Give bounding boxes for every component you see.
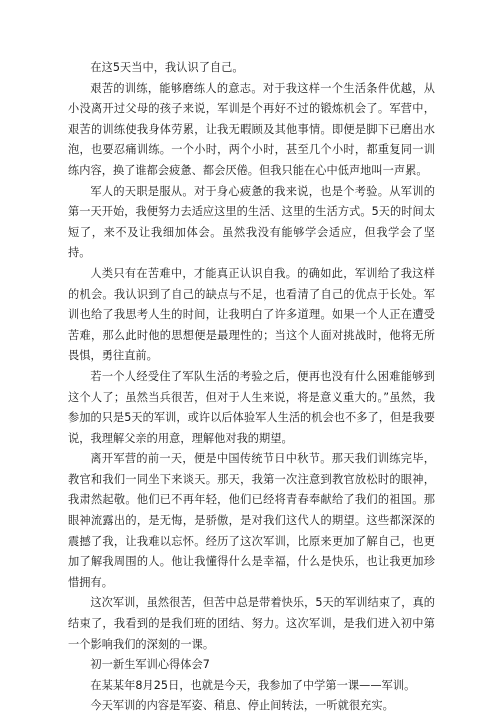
paragraph: 今天军训的内容是军姿、稍息、停止间转法，一听就很充实。 xyxy=(90,699,394,713)
paragraph: 这次军训，虽然很苦，但苦中总是带着快乐，5天的军训结束了，真的结束了，我看到的是我们班的团结、努力。这次军训，是我们进入初中第一个影响我们的深刻的一课。 xyxy=(68,596,435,651)
paragraph: 离开军营的前一天，便是中国传统节日中秋节。那天我们训练完毕，教官和我们一同坐下来谈天。那天，我第一次注意到教官放松时的眼神，我肃然起敬。他们已不再年轻，他们已经将青春奉献给了我们的祖国。那眼神流露出的，是无悔，是骄傲，是对我们这代人的期望。这些都深深的震撼了我，让我难以忘怀。经历了这次军训，比原来更加了解自己，也更加了解我周围的人。他让我懂得什么是幸福，什么是快乐，也让我更加珍惜拥有。 xyxy=(68,452,435,589)
paragraph: 人类只有在苦难中，才能真正认识自我。的确如此，军训给了我这样的机会。我认识到了自己的缺点与不足，也看清了自己的优点于长处。军训也给了我思考人生的时间，让我明白了许多道理。如果一个人正在遭受苦难，那么此时他的思想便是最理性的；当这个人面对挑战时，他将无所畏惧，勇往直前。 xyxy=(68,266,435,363)
section-heading: 初一新生军训心得体会7 xyxy=(90,658,210,672)
paragraph: 在某某年8月25日，也就是今天，我参加了中学第一课——军训。 xyxy=(90,678,416,692)
paragraph: 若一个人经受住了军队生活的考验之后，便再也没有什么困难能够到这个人了；虽然当兵很苦，但对于人生来说，将是意义重大的。”虽然，我参加的只是5天的军训，或许以后体验军人生活的机会也不多了，但是我要说，我理解父亲的用意，理解他对我的期望。 xyxy=(68,369,435,445)
paragraph: 艰苦的训练，能够磨练人的意志。对于我这样一个生活条件优越，从小没离开过父母的孩子来说，军训是个再好不过的锻炼机会了。军营中，艰苦的训练使我身体劳累，让我无暇顾及其他事情。即便是脚下已磨出水泡，也要忍痛训练。一个小时，两个小时，甚至几个小时，都重复同一训练内容，换了谁都会疲惫、都会厌倦。但我只能在心中低声地叫一声累。 xyxy=(68,81,435,177)
paragraph: 在这5天当中，我认识了自己。 xyxy=(90,61,244,74)
paragraph: 军人的天职是服从。对于身心疲惫的我来说，也是个考验。从军训的第一天开始，我便努力去适应这里的生活、这里的生活方式。5天的时间太短了，来不及让我细加体会。虽然我没有能够学会适应，但我学会了坚持。 xyxy=(68,184,435,260)
document-body xyxy=(68,58,435,717)
